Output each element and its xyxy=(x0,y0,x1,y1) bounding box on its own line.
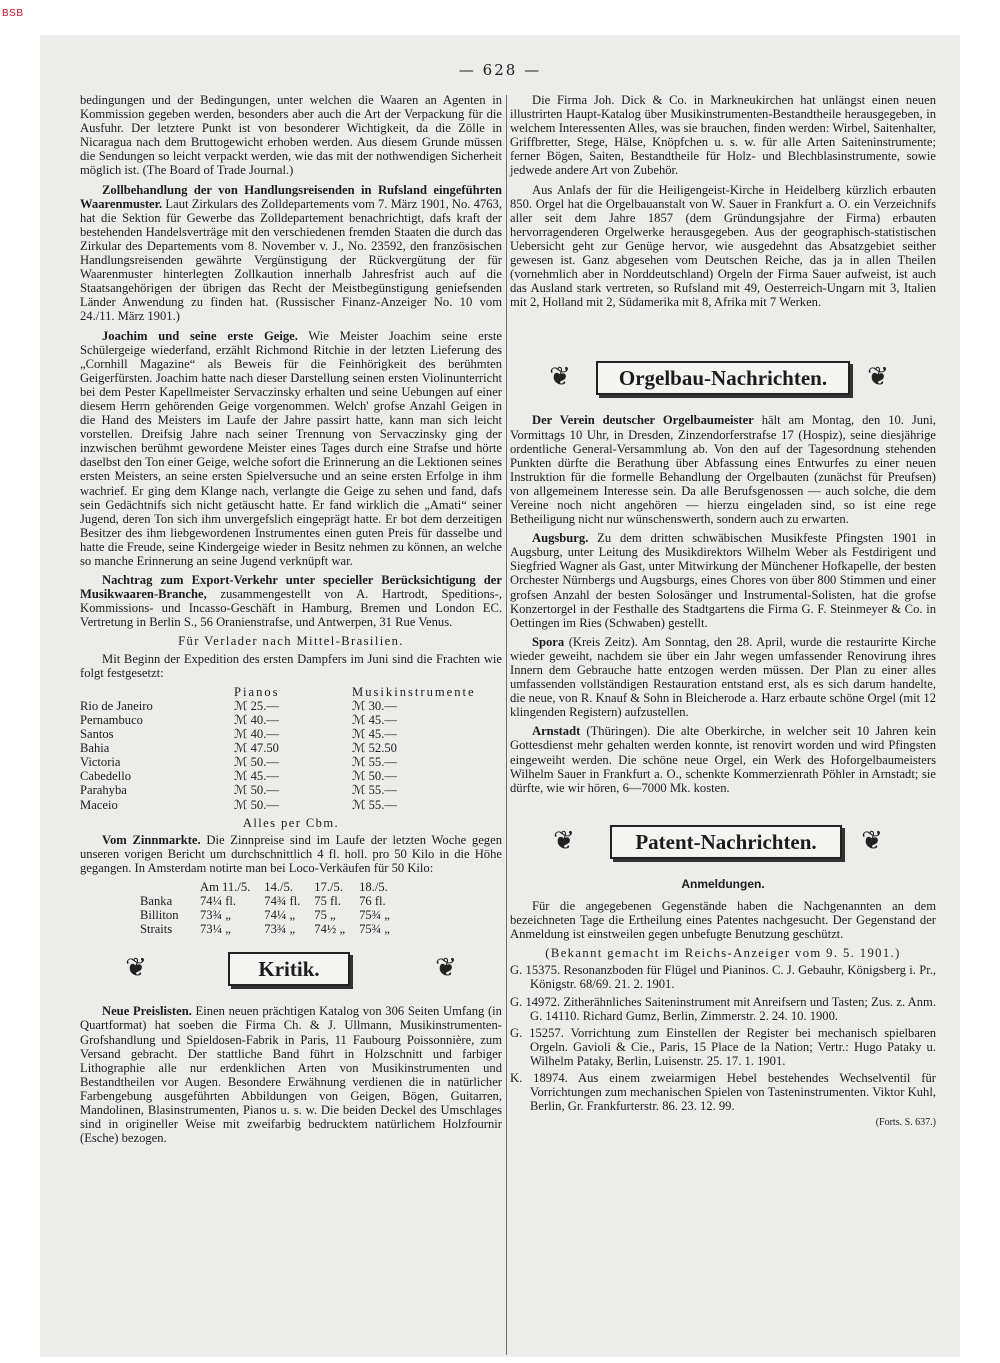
joachim-article xyxy=(80,329,502,569)
table-row: Banka 74¼ fl. 74¾ fl. 75 fl. 76 fl. xyxy=(140,894,386,909)
continuation-note: (Forts. S. 637.) xyxy=(875,1117,936,1129)
ornament-left-icon: ❦ xyxy=(125,953,147,983)
nicaragua-paragraph: bedingungen und der Bedingungen, unter welchen die Waaren an Agenten in Kommission gegeben werden, besonders aber auch die Art der Verpackung für die Ausfuhr. Der letztere Punkt ist von besonderer Wichtigkeit, da die Zölle in Nicaragua nach dem Bruttogewicht erhoben werden. Aus diesem Grunde müssen die Sendungen so leicht verpackt werden, wie das mit der nothwendigen Sicherheit möglich ist. (The Board of Trade Journal.) xyxy=(80,93,502,178)
ornament-left-icon: ❦ xyxy=(553,825,575,855)
tin-header-row: Am 11./5. 14./5. 17./5. 18./5. xyxy=(200,879,388,894)
arnstadt-article xyxy=(510,724,936,794)
list-item: G. 15257. Vorrichtung zum Einstellen der Register bei mechanisch spielbaren Orgeln. Gavioli & Cie., Paris, 15 Place de la Nation; Vertr.: Hugo Pataky u. Wilhelm Pataky, Berlin, Luisenstr. 25. 17. 1. 1901. xyxy=(510,1025,936,1068)
freight-col-instruments: Musikinstrumente xyxy=(352,684,476,699)
table-row: Maceio ℳ 50.— ℳ 55.— xyxy=(80,797,397,812)
kritik-heading: Kritik. xyxy=(228,952,350,986)
ornament-left-icon: ❦ xyxy=(549,362,571,392)
patent-intro: Für die angegebenen Gegenstände haben die Nachgenannten an dem bezeichneten Tage die Ertheilung eines Patentes nachgesucht. Der Gegenstand der Anmeldung ist einstweilen gegen unbefugte Benutzung geschützt. xyxy=(510,898,936,942)
page-number: — 628 — xyxy=(458,61,542,79)
verein-text: hält am Montag, den 10. Juni, Vormittags 10 Uhr, in Dresden, Zinzendorferstrafse 17 (Hospiz), seine diesjährige ordentliche General-Versammlung ab. Von den auf der Tagesordnung stehenden Punkten dürfte die Berathung über Abfassung eines Entwurfes zu einer neuen Instruktion für die formelle Behandlung der Orgelbauten (zunächst für Preufsen) von allgemeinem Interesse sein. Da alle Berufsgenossen — auch solche, die dem Vereine noch nicht angehören — hierzu eingeladen sind, so ist eine rege Betheiligung nicht nur wünschenswerth, sondern auch zu erwarten. xyxy=(510,413,937,527)
zoll-text: Laut Zirkulars des Zolldepartements vom 7. März 1901, No. 4763, hat die Sektion für Gewerbe das Zolldepartement benachrichtigt, dafs kraft der bestehenden Handelsverträge mit den verschiedenen fremden Staaten die durch das Zirkular des Departements vom 8. November v. J., No. 23592, den französischen Handlungsreisenden gewährte Vergünstigung der Rückvergütung der für Waarenmuster hinterlegten Zollkaution innerhalb Jahresfrist auch auf die Staatsangehörigen der übrigen das Recht der Meistbegünstigung geniefsenden Länder Anwendung zu finden hat. (Russischer Finanz-Anzeiger No. 10 vom 24./11. März 1901.) xyxy=(80,196,502,324)
augsburg-article xyxy=(510,531,936,630)
freight-heading: Für Verlader nach Mittel-Brasilien. xyxy=(178,634,404,649)
ornament-right-icon: ❦ xyxy=(861,825,883,855)
freight-col-pianos: Pianos xyxy=(234,684,280,699)
list-item: G. 14972. Zitherähnliches Saiteninstrument mit Anreifsern und Tasten; Zus. z. Anm. G. 14110. Richard Gumz, Berlin, Zimmerstr. 2. 24. 10. 1900. xyxy=(510,994,936,1023)
spora-text: (Kreis Zeitz). Am Sonntag, den 28. April, wurde die restaurirte Kirche wieder geweiht, nachdem sie über ein Jahr wegen umfassender Renovirung ihres Innern dem Gebrauche hatte entzogen werden müssen. Der Plan zu einer alles umfassenden vollständigen Restauration entstand erst, als es sich darum handelte, die neue, von R. Knauf & Sohn in Bleicherode a. Harz erbaute schöne Orgel (mit 12 klingenden Registern) aufzustellen. xyxy=(510,634,937,720)
tin-price-table xyxy=(80,880,404,936)
table-row: Straits 73¼ „ 73¾ „ 74½ „ 75¾ „ xyxy=(140,922,390,937)
kritik-banner xyxy=(80,946,502,990)
verein-article xyxy=(510,413,936,526)
preislisten-article xyxy=(80,1004,502,1145)
orgelbau-banner xyxy=(510,355,936,399)
freight-header-row xyxy=(80,685,476,699)
table-row: Cabedello ℳ 45.— ℳ 50.— xyxy=(80,769,397,784)
nachtrag-text: zusammengestellt von A. Hartrodt, Speditions-, Kommissions- und Incasso-Geschäft in Hamburg, Bremen und London EC. Vertretung in Berlin S., 56 Oranienstrafse, und Antwerpen, 31 Rue Venus. xyxy=(80,587,502,630)
augsburg-text: Zu dem dritten schwäbischen Musikfeste Pfingsten 1901 in Augsburg, unter Leitung des Musikdirektors Wilhelm Weber als Festdirigent und Siegfried Wagner als Gast, unter Mitwirkung der Münchener Hofkapelle, der besten Orchester Nürnbergs und Augsburgs, eines Chores von über 800 Stimmen und einer grofsen Anzahl der besten Solosänger und Instrumental-Solisten, hat die grofse Konzertorgel in der Festhalle des Stadtgartens die Firma G. F. Steinmeyer & Co. in Oettingen im Ries (Schwaben) gestellt. xyxy=(510,531,936,630)
zoll-article xyxy=(80,183,502,324)
preislisten-text: Einen neuen prächtigen Katalog von 306 Seiten Umfang (in Quartformat) hat soeben die Firma Ch. & J. Ullmann, Musikinstrumenten-Grofshandlung und Spieldosen-Fabrik in Paris, 11 Faubourg Poissonnière, zum Versand gebracht. Der stattliche Band führt in Holzschnitt und farbiger Lithographie alle nur erdenklichen Arten von Musikinstrumenten und Bestandtheilen vor Augen. Besondere Erwähnung verdienen die in natürlicher Farbengebung ausgeführten Abbildungen von Geigen, Bögen, Guitarren, Mandolinen, Blasinstrumenten, Pianos u. s. w. Die beiden Deckel des Umschlages sind in origineller Weise mit zweifarbig bedrucktem natürlichem Holzfournir (Esche) bezogen. xyxy=(80,1004,502,1146)
joachim-text: Wie Meister Joachim seine erste Schülergeige wiederfand, erzählt Richmond Ritchie in der letzten Lieferung des „Cornhill Magazine“ als Beweis für die Feinhörigkeit des berühmten Geigerfürsten. Joachim hatte nach dieser Darstellung seinen ersten Violinunterricht bei dem Pester Kapellmeister Servaczinsky erhalten und seine Uebungen auf einer diesem Herrn gehörenden Geige vorgenommen. Welch' grofse Anzahl Geigen in die Hand des Meisters im Laufe der Jahre passirt hatte, kann man sich leicht vorstellen. Dreifsig Jahre nach seiner Trennung von Servaczinsky ging der inzwischen berühmt gewordene Meister eines Tages durch eine Strafse und hörte daselbst den Ton einer Geige, welche sofort die Erinnerung an die Lektionen seines ersten Meisters, an seine ersten Spielversuche und an seine ersten Erfolge in ihm wachrief. Er ging dem Klange nach, verlangte die Geige zu sehen und fand, dafs sein Gedächtnifs sich nicht getäuscht hatte. Er fand wirklich die „Amati“ seiner Jugend, deren Ton sich ihm unvergefslich eingeprägt hatte. Er bot dem derzeitigen Besitzer des ihm liebgewordenen Instrumentes einen guten Preis für dasselbe und hatte die Freude, seine Kindergeige wieder in Besitz nehmen zu können, an welche so manche Erinnerung an seine Jugend verknüpft war. xyxy=(80,328,503,568)
freight-footer: Alles per Cbm. xyxy=(242,815,340,830)
zinn-text: Die Zinnpreise sind im Laufe der letzten Woche gegen unseren vorigen Bericht um durchschnittlich 4 fl. holl. pro 50 Kilo in die Höhe gegangen. In Amsterdam notirte man bei Loco-Verkäufen für 50 Kilo: xyxy=(80,832,502,875)
dick-article: Die Firma Joh. Dick & Co. in Markneukirchen hat unlängst einen neuen illustrirten Haupt-Katalog über Musikinstrumenten-Bestandtheile herausgegeben, in welchem Interessenten Alles, was sie brauchen, finden werden: Wirbel, Saitenhalter, Griffbretter, Stege, Hälse, Knöpfchen u. s. w. für alle Arten Saiteninstrumente; ferner Bögen, Saiten, Bestandtheile für Holz- und Blechblasinstrumente, sowie jedwede andere Art von Zubehör. xyxy=(510,93,936,178)
nachtrag-title: Nachtrag zum Export-Verkehr unter specieller Berücksichtigung der Musikwaaren-Branche, xyxy=(80,573,502,602)
verein-title: Der Verein deutscher Orgelbaumeister xyxy=(532,413,754,428)
anmeldungen-heading: Anmeldungen. xyxy=(681,876,765,891)
patent-banner xyxy=(510,819,936,863)
zinn-article xyxy=(80,833,502,875)
freight-table xyxy=(80,685,476,812)
library-mark: BSB xyxy=(2,8,24,19)
arnstadt-title: Arnstadt xyxy=(532,724,581,739)
table-row: Parahyba ℳ 50.— ℳ 55.— xyxy=(80,783,397,798)
table-row: Pernambuco ℳ 40.— ℳ 45.— xyxy=(80,712,397,727)
spora-article xyxy=(510,635,936,720)
table-row: Bahia ℳ 47.50 ℳ 52.50 xyxy=(80,741,397,756)
ornament-right-icon: ❦ xyxy=(867,362,889,392)
orgelbau-heading: Orgelbau-Nachrichten. xyxy=(596,361,850,395)
joachim-title: Joachim und seine erste Geige. xyxy=(102,328,298,343)
table-row: Billiton 73¾ „ 74¼ „ 75 „ 75¾ „ xyxy=(140,908,390,923)
zoll-title: Zollbehandlung der von Handlungsreisenden in Rufsland eingeführten Waarenmuster. xyxy=(80,182,502,211)
table-row: Victoria ℳ 50.— ℳ 55.— xyxy=(80,755,397,770)
scanned-page xyxy=(40,35,960,1357)
right-column xyxy=(510,93,936,1135)
table-row: Santos ℳ 40.— ℳ 45.— xyxy=(80,727,397,742)
zinn-title: Vom Zinnmarkte. xyxy=(102,832,201,847)
table-row: Rio de Janeiro ℳ 25.— ℳ 30.— xyxy=(80,698,397,713)
column-divider xyxy=(506,95,507,1355)
sauer-article: Aus Anlafs der für die Heiligengeist-Kirche in Heidelberg kürzlich erbauten 850. Orgel hat die Orgelbauanstalt von W. Sauer in Frankfurt a. O. ein Verzeichnifs aller seit dem Jahre 1857 (dem Gründungsjahre der Firma) erbauten hervorragenderen Orgelwerke herausgegeben. Aus der geographisch-statistischen Uebersicht geht zur Genüge hervor, wie ausgedehnt das Absatzgebiet seither gewesen ist. Ganz abgesehen vom Deutschen Reiche, das ja in allen Theilen (vornehmlich aber in Norddeutschland) Orgeln der Firma Sauer aufweist, ist auch das Ausland stark vertreten, so Rufsland mit 49, Oesterreich-Ungarn mit 3, Italien mit 2, Holland mit 2, Südamerika mit 8, Afrika mit 7 Werken. xyxy=(510,182,936,310)
preislisten-title: Neue Preislisten. xyxy=(102,1004,192,1019)
freight-intro: Mit Beginn der Expedition des ersten Dampfers im Juni sind die Frachten wie folgt festgesetzt: xyxy=(80,651,502,680)
left-column xyxy=(80,93,502,1150)
ornament-right-icon: ❦ xyxy=(435,953,457,983)
list-item: K. 18974. Aus einem zweiarmigen Hebel bestehendes Wechselventil für Vorrichtungen zum mechanischen Spielen von Tasteninstrumenten. Viktor Kuhl, Berlin, Gr. Frankfurterstr. 86. 23. 12. 99. xyxy=(510,1070,936,1114)
list-item: G. 15375. Resonanzboden für Flügel und Pianinos. C. J. Gebauhr, Königsberg i. Pr., Königstr. 68/69. 21. 2. 1901. xyxy=(510,963,936,992)
spora-title: Spora xyxy=(532,634,565,649)
patent-announcement: (Bekannt gemacht im Reichs-Anzeiger vom 9. 5. 1901.) xyxy=(545,946,901,961)
arnstadt-text: (Thüringen). Die alte Oberkirche, in welcher seit 10 Jahren kein Gottesdienst mehr gehalten werden konnte, ist renovirt worden und wird Pfingsten eingeweiht werden. Die schöne neue Orgel, ein Werk des Hoforgelbaumeisters Wilhelm Sauer in Frankfurt a. O., schenkte Kommerzienrath Pöhler in Arnstadt; sie dürfte, wie wir hören, 6—7000 Mk. kosten. xyxy=(510,724,937,795)
nachtrag-article xyxy=(80,573,502,629)
augsburg-title: Augsburg. xyxy=(532,531,589,546)
patent-heading: Patent-Nachrichten. xyxy=(610,825,842,859)
